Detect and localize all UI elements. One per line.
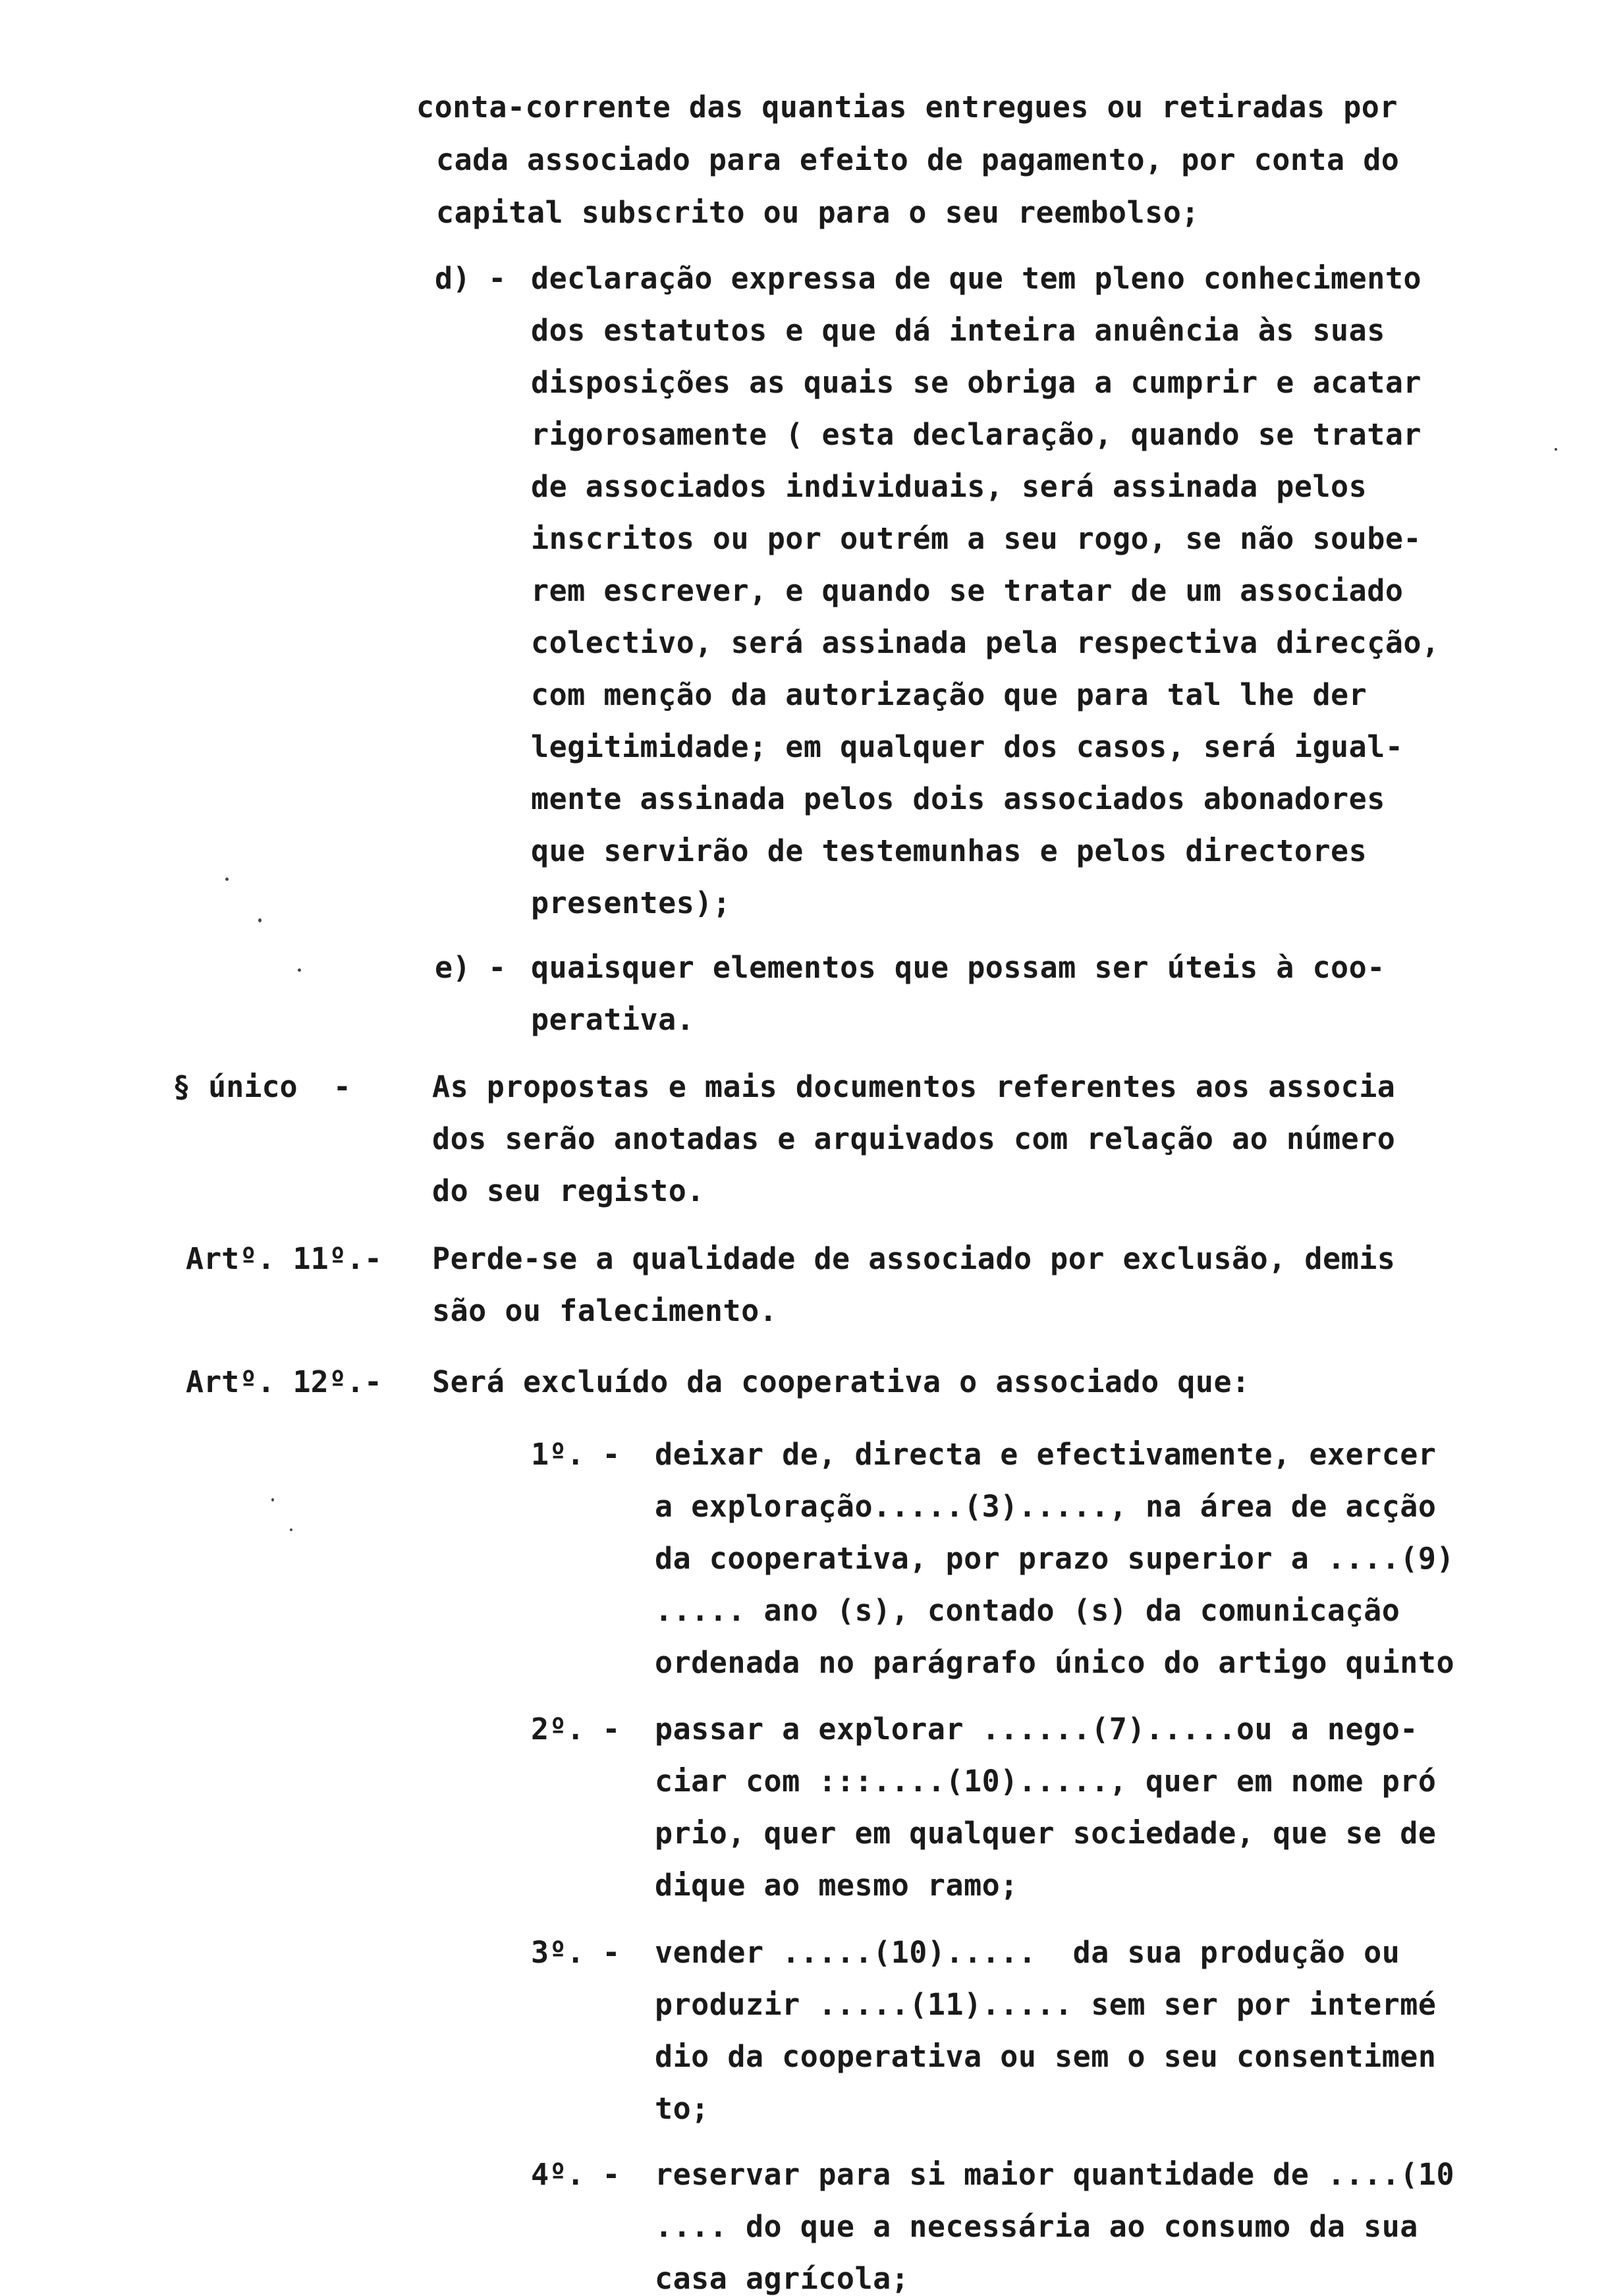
text-line: to; <box>655 2091 709 2126</box>
text-line: legitimidade; em qualquer dos casos, será igual- <box>531 729 1404 764</box>
scan-speck <box>290 1528 292 1531</box>
text-line: perativa. <box>531 1002 695 1037</box>
scan-speck <box>271 1498 274 1501</box>
text-line: dos estatutos e que dá inteira anuência às suas <box>531 313 1385 348</box>
text-line: capital subscrito ou para o seu reembolso; <box>436 195 1200 230</box>
text-line: rem escrever, e quando se tratar de um associado <box>531 573 1404 608</box>
article-12-item-label: 2º. - <box>531 1712 621 1747</box>
text-line: quaisquer elementos que possam ser úteis à coo- <box>531 950 1385 985</box>
text-line: são ou falecimento. <box>432 1293 778 1328</box>
text-line: As propostas e mais documentos referentes aos associa <box>432 1069 1396 1104</box>
scan-speck <box>1555 448 1557 451</box>
text-line: declaração expressa de que tem pleno conhecimento <box>531 261 1422 296</box>
text-line: prio, quer em qualquer sociedade, que se de <box>655 1816 1437 1851</box>
text-line: da cooperativa, por prazo superior a ....(9) <box>655 1541 1455 1576</box>
text-line: reservar para si maior quantidade de ....(10 <box>655 2157 1455 2192</box>
text-line: mente assinada pelos dois associados abonadores <box>531 781 1385 816</box>
text-line: com menção da autorização que para tal lhe der <box>531 677 1367 712</box>
item-e-label: e) - <box>435 950 507 985</box>
text-line: cada associado para efeito de pagamento, por conta do <box>436 142 1400 177</box>
text-line: dique ao mesmo ramo; <box>655 1868 1018 1903</box>
article-12-item-label: 3º. - <box>531 1935 621 1970</box>
text-line: ordenada no parágrafo único do artigo quinto <box>655 1645 1455 1680</box>
text-line: de associados individuais, será assinada pelos <box>531 469 1367 504</box>
text-line: colectivo, será assinada pela respectiva direcção, <box>531 625 1440 660</box>
text-line: .... do que a necessária ao consumo da sua <box>655 2209 1418 2244</box>
text-line: dio da cooperativa ou sem o seu consentimen <box>655 2039 1437 2074</box>
article-11-label: Artº. 11º.- <box>186 1241 383 1276</box>
scan-speck <box>298 968 301 972</box>
text-line: dos serão anotadas e arquivados com relação ao número <box>432 1121 1396 1156</box>
text-line: que servirão de testemunhas e pelos directores <box>531 833 1367 868</box>
text-line: conta-corrente das quantias entregues ou retiradas por <box>416 90 1398 125</box>
text-line: ..... ano (s), contado (s) da comunicação <box>655 1593 1400 1628</box>
text-line: Será excluído da cooperativa o associado que: <box>432 1364 1250 1399</box>
article-12-item-label: 1º. - <box>531 1437 621 1472</box>
text-line: passar a explorar ......(7).....ou a nego- <box>655 1712 1418 1747</box>
text-line: deixar de, directa e efectivamente, exercer <box>655 1437 1437 1472</box>
text-line: disposições as quais se obriga a cumprir e acatar <box>531 365 1422 400</box>
text-line: vender .....(10)..... da sua produção ou <box>655 1935 1400 1970</box>
text-line: do seu registo. <box>432 1173 705 1208</box>
paragrafo-unico-label: § único - <box>173 1069 351 1104</box>
scan-speck <box>258 918 262 922</box>
text-line: ciar com :::....(10)....., quer em nome pró <box>655 1764 1437 1799</box>
article-12-label: Artº. 12º.- <box>186 1364 383 1399</box>
text-line: rigorosamente ( esta declaração, quando se tratar <box>531 417 1422 452</box>
text-line: presentes); <box>531 885 731 920</box>
scan-speck <box>225 878 229 881</box>
text-line: Perde-se a qualidade de associado por exclusão, demis <box>432 1241 1396 1276</box>
text-line: a exploração.....(3)....., na área de acção <box>655 1489 1437 1524</box>
text-line: produzir .....(11)..... sem ser por intermé <box>655 1987 1437 2022</box>
text-line: casa agrícola; <box>655 2261 910 2296</box>
text-line: inscritos ou por outrém a seu rogo, se não soube- <box>531 521 1422 556</box>
article-12-item-label: 4º. - <box>531 2157 621 2192</box>
item-d-label: d) - <box>435 261 507 296</box>
